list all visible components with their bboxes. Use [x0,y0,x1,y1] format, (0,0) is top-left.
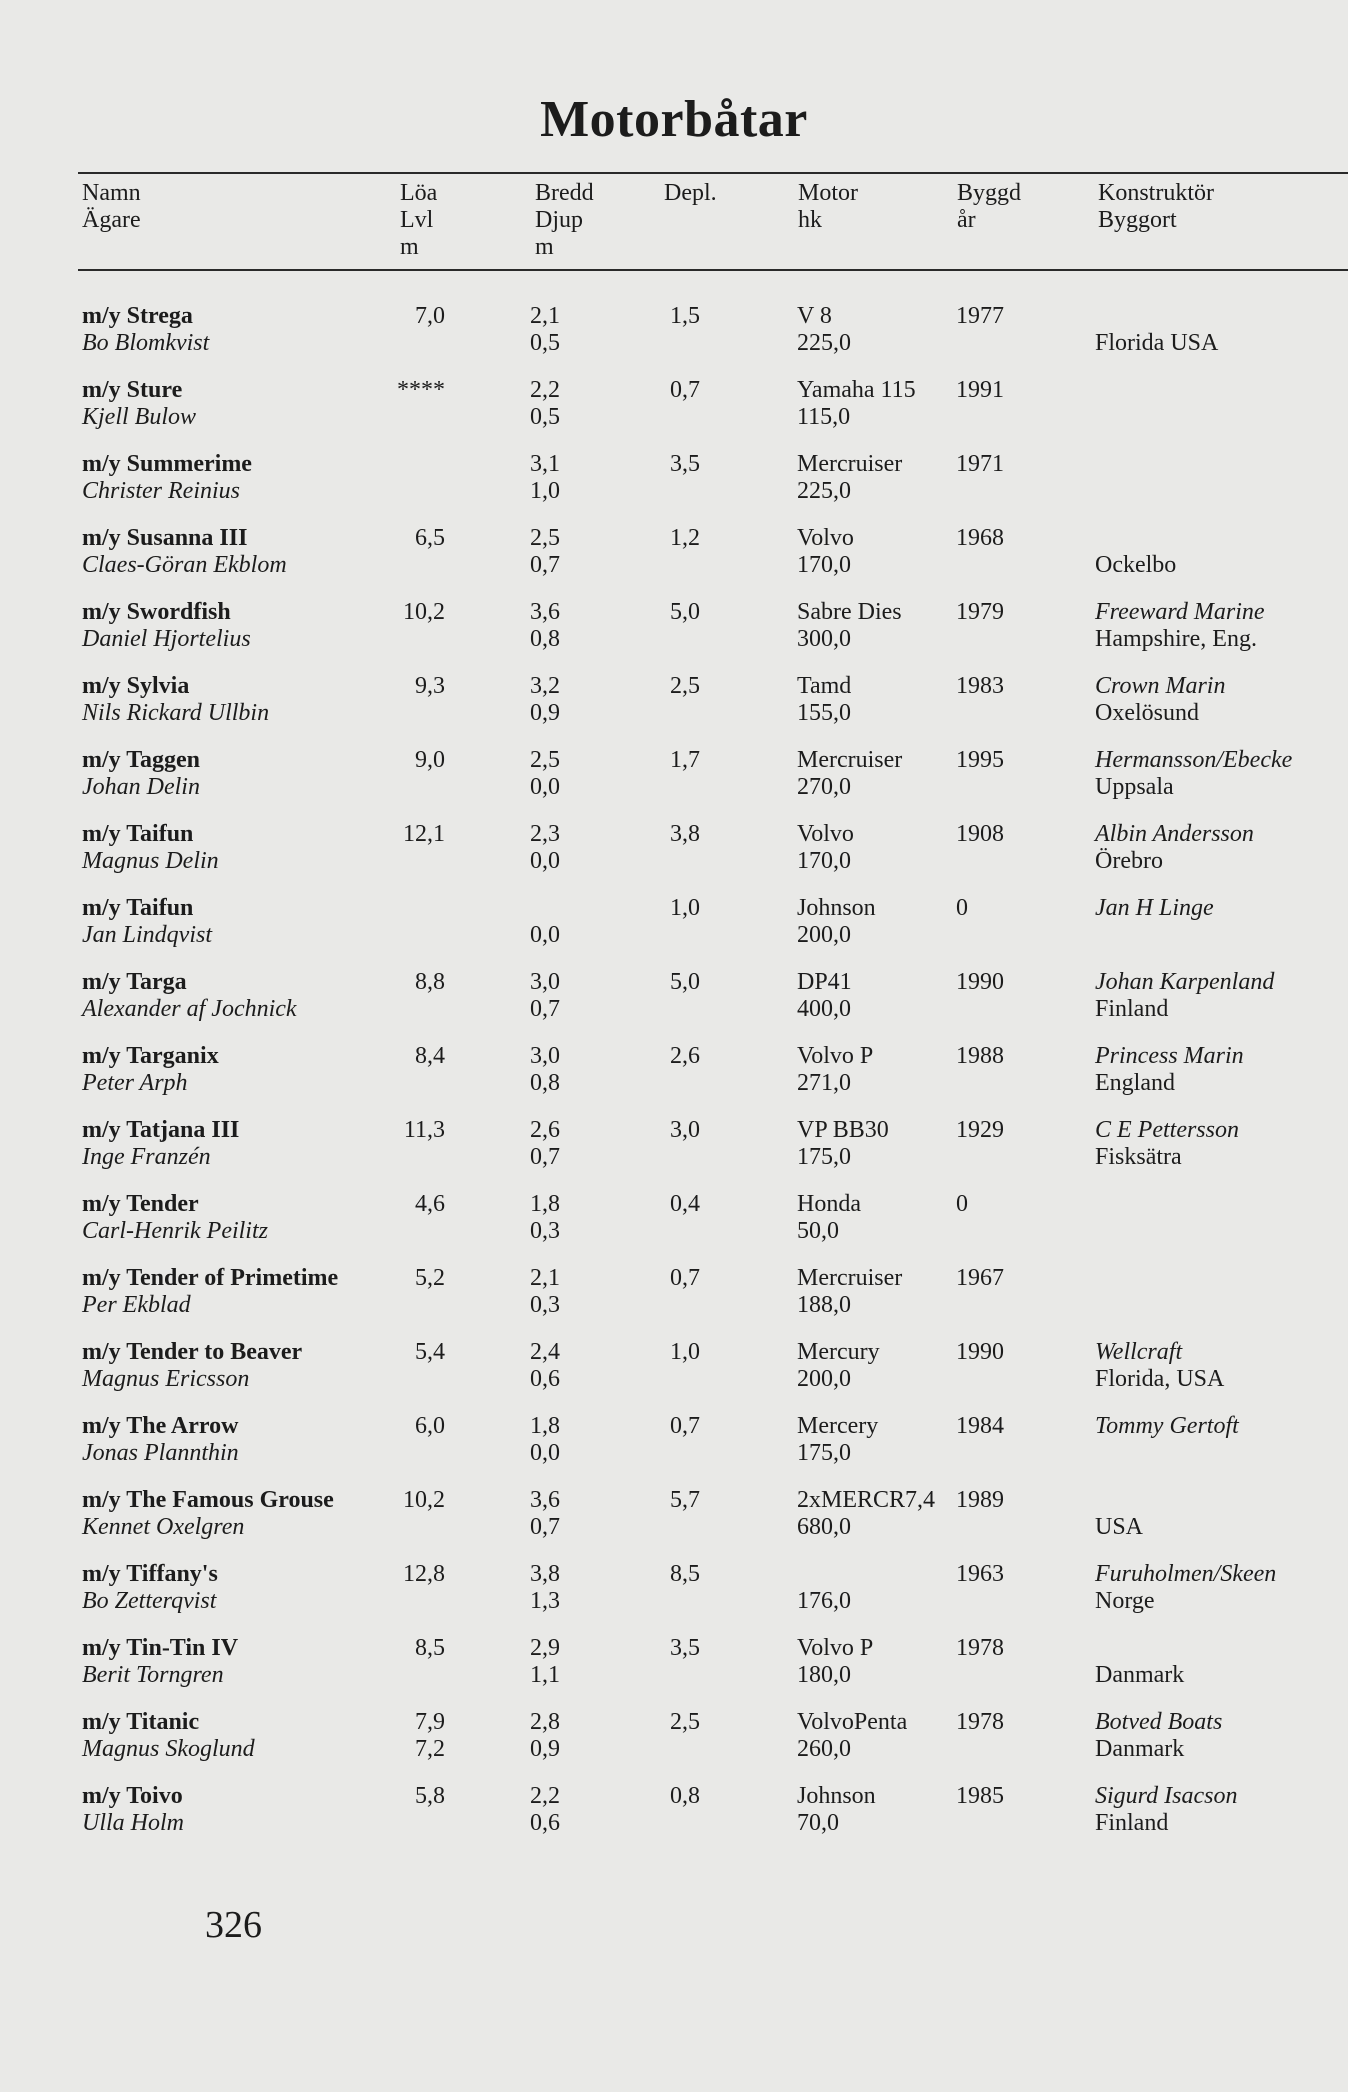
boat-name: m/y Targanix [82,1043,219,1069]
boat-konstruktor: Tommy Gertoft [1095,1413,1239,1439]
boat-year: 1990 [956,969,1004,995]
boat-lvl: 7,2 [415,1736,445,1762]
boat-depl: 3,5 [670,1635,700,1661]
boat-motor: Tamd [797,673,852,699]
boat-byggort: Danmark [1095,1662,1185,1688]
boat-year: 1984 [956,1413,1004,1439]
boat-konstruktor: Albin Andersson [1095,821,1254,847]
boat-hk: 115,0 [797,404,851,430]
boat-loa: 6,5 [415,525,445,551]
boat-loa: 4,6 [415,1191,445,1217]
boat-loa: 5,4 [415,1339,445,1365]
boat-motor: Johnson [797,895,876,921]
header-namn-label: Namn [82,180,141,206]
boat-name: m/y Strega [82,303,193,329]
boat-owner: Nils Rickard Ullbin [82,700,270,726]
header-agare-label: Ägare [82,207,141,233]
boat-hk: 271,0 [797,1070,851,1096]
boat-name: m/y Titanic [82,1709,200,1735]
boat-motor: DP41 [797,969,852,995]
boat-bredd: 2,2 [530,377,560,403]
boat-loa: 10,2 [403,599,445,625]
boat-byggort: Finland [1095,996,1169,1022]
boat-djup: 1,0 [530,478,560,504]
boat-depl: 5,0 [670,969,700,995]
boat-motor: VP BB30 [797,1117,889,1143]
boat-byggort: Örebro [1095,848,1163,874]
boat-loa: 5,8 [415,1783,445,1809]
boat-loa: **** [397,377,445,403]
boat-motor: Volvo P [797,1635,874,1661]
boat-owner: Johan Delin [82,774,200,800]
boat-name: m/y Targa [82,969,187,995]
boat-owner: Kjell Bulow [82,404,196,430]
boat-loa: 7,9 [415,1709,445,1735]
boat-owner: Berit Torngren [82,1662,224,1688]
boat-name: m/y The Arrow [82,1413,239,1439]
boat-hk: 260,0 [797,1736,851,1762]
boat-year: 1978 [956,1635,1004,1661]
boat-motor: Honda [797,1191,861,1217]
boat-konstruktor: Freeward Marine [1095,599,1265,625]
boat-loa: 11,3 [403,1117,445,1143]
boat-bredd: 2,3 [530,821,560,847]
boat-depl: 3,0 [670,1117,700,1143]
boat-depl: 2,5 [670,673,700,699]
boat-year: 1990 [956,1339,1004,1365]
header-djup-label: Djup [535,207,583,233]
boat-name: m/y Tiffany's [82,1561,218,1587]
boat-owner: Alexander af Jochnick [82,996,297,1022]
boat-djup: 0,8 [530,1070,560,1096]
boat-djup: 0,6 [530,1366,560,1392]
boat-hk: 270,0 [797,774,851,800]
boat-bredd: 3,6 [530,1487,560,1513]
boat-name: m/y Sylvia [82,673,190,699]
boat-djup: 0,7 [530,996,560,1022]
boat-motor: Volvo [797,821,854,847]
boat-konstruktor: Furuholmen/Skeen [1095,1561,1277,1587]
boat-hk: 170,0 [797,552,851,578]
boat-bredd: 1,8 [530,1413,560,1439]
boat-loa: 7,0 [415,303,445,329]
header-bredd-label: Bredd [535,180,594,206]
boat-depl: 3,8 [670,821,700,847]
boat-year: 1971 [956,451,1004,477]
header-top-rule [78,172,1348,174]
header-konstruktor [1098,180,1214,234]
boat-konstruktor: Crown Marin [1095,673,1226,699]
boat-motor: Mercruiser [797,747,903,773]
boat-djup: 0,0 [530,774,560,800]
header-ar-label: år [957,207,976,233]
boat-name: m/y Taifun [82,895,194,921]
boat-konstruktor: Johan Karpenland [1095,969,1275,995]
boat-hk: 70,0 [797,1810,839,1836]
boat-year: 1967 [956,1265,1004,1291]
header-bredd-unit: m [535,234,554,260]
boat-djup: 0,8 [530,626,560,652]
header-depl-label: Depl. [664,180,717,206]
boat-depl: 1,2 [670,525,700,551]
boat-bredd: 1,8 [530,1191,560,1217]
boat-name: m/y Tender of Primetime [82,1265,339,1291]
page-title: Motorbåtar [540,91,808,148]
boat-name: m/y Sture [82,377,183,403]
boat-motor: Mercruiser [797,451,903,477]
boat-bredd: 2,9 [530,1635,560,1661]
boat-byggort: Uppsala [1095,774,1174,800]
boat-konstruktor: Hermansson/Ebecke [1095,747,1293,773]
boat-loa: 10,2 [403,1487,445,1513]
boat-name: m/y Swordfish [82,599,231,625]
boat-djup: 0,7 [530,552,560,578]
boat-byggort: Oxelösund [1095,700,1199,726]
boat-hk: 225,0 [797,330,851,356]
boat-konstruktor: Botved Boats [1095,1709,1223,1735]
boat-year: 1963 [956,1561,1004,1587]
header-lvl-label: Lvl [400,207,434,233]
boat-owner: Daniel Hjortelius [82,626,251,652]
boat-hk: 155,0 [797,700,851,726]
header-hk-label: hk [798,207,822,233]
header-byggd [957,180,1021,234]
boat-depl: 8,5 [670,1561,700,1587]
boat-depl: 1,5 [670,303,700,329]
boat-djup: 0,6 [530,1810,560,1836]
boat-loa: 8,4 [415,1043,445,1069]
boat-bredd: 3,8 [530,1561,560,1587]
boat-byggort: Norge [1095,1588,1155,1614]
boat-hk: 225,0 [797,478,851,504]
boat-depl: 2,6 [670,1043,700,1069]
boat-name: m/y Tin-Tin IV [82,1635,239,1661]
header-loa-label: Löa [400,180,438,206]
boat-hk: 170,0 [797,848,851,874]
boat-year: 1968 [956,525,1004,551]
boat-owner: Christer Reinius [82,478,241,504]
boat-owner: Ulla Holm [82,1810,184,1836]
header-konstruktor-label: Konstruktör [1098,180,1214,206]
boat-name: m/y Tender [82,1191,199,1217]
boat-owner: Jonas Plannthin [82,1440,239,1466]
boat-bredd: 2,5 [530,525,560,551]
boat-depl: 1,7 [670,747,700,773]
boat-konstruktor: Princess Marin [1095,1043,1244,1069]
boat-byggort: Florida, USA [1095,1366,1225,1392]
boat-bredd: 2,4 [530,1339,560,1365]
boat-bredd: 3,0 [530,1043,560,1069]
boat-year: 1983 [956,673,1004,699]
boat-bredd: 2,5 [530,747,560,773]
boat-bredd: 2,1 [530,1265,560,1291]
boat-year: 1977 [956,303,1004,329]
boat-hk: 176,0 [797,1588,851,1614]
boat-bredd: 2,2 [530,1783,560,1809]
boat-djup: 0,3 [530,1292,560,1318]
boat-owner: Claes-Göran Ekblom [82,552,287,578]
boat-owner: Carl-Henrik Peilitz [82,1218,268,1244]
boat-owner: Jan Lindqvist [82,922,212,948]
header-byggort-label: Byggort [1098,207,1177,233]
boat-byggort: USA [1095,1514,1144,1540]
boat-motor: 2xMERCR7,4 [797,1487,936,1513]
boat-year: 1908 [956,821,1004,847]
boat-year: 1988 [956,1043,1004,1069]
boat-djup: 0,9 [530,700,560,726]
boat-byggort: England [1095,1070,1175,1096]
boat-djup: 1,1 [530,1662,560,1688]
boat-owner: Magnus Skoglund [82,1736,255,1762]
boat-bredd: 3,6 [530,599,560,625]
boat-bredd: 3,1 [530,451,560,477]
boat-year: 1991 [956,377,1004,403]
boat-djup: 0,5 [530,330,560,356]
header-bottom-rule [78,269,1348,271]
boat-name: m/y Tatjana III [82,1117,240,1143]
boat-hk: 175,0 [797,1144,851,1170]
boat-djup: 0,0 [530,1440,560,1466]
boat-owner: Kennet Oxelgren [82,1514,245,1540]
boat-hk: 180,0 [797,1662,851,1688]
header-byggd-label: Byggd [957,180,1022,206]
boat-konstruktor: C E Pettersson [1095,1117,1239,1143]
boat-byggort: Hampshire, Eng. [1095,626,1257,652]
boat-bredd: 2,1 [530,303,560,329]
boat-bredd: 2,8 [530,1709,560,1735]
boat-motor: Volvo [797,525,854,551]
boat-loa: 5,2 [415,1265,445,1291]
boat-motor: Mercery [797,1413,879,1439]
boat-name: m/y The Famous Grouse [82,1487,334,1513]
boat-konstruktor: Sigurd Isacson [1095,1783,1238,1809]
boat-owner: Magnus Delin [82,848,219,874]
boat-loa: 12,8 [403,1561,445,1587]
page-number: 326 [205,1904,262,1946]
boat-hk: 200,0 [797,922,851,948]
boat-depl: 5,0 [670,599,700,625]
boat-hk: 50,0 [797,1218,839,1244]
boat-year: 1929 [956,1117,1004,1143]
header-loa-unit: m [400,234,419,260]
boat-loa: 9,0 [415,747,445,773]
boat-djup: 0,3 [530,1218,560,1244]
boat-motor: Volvo P [797,1043,874,1069]
header-namn [82,180,141,234]
boat-depl: 0,4 [670,1191,700,1217]
boat-year: 1979 [956,599,1004,625]
boat-hk: 400,0 [797,996,851,1022]
boat-loa: 8,5 [415,1635,445,1661]
boat-depl: 1,0 [670,1339,700,1365]
boat-loa: 9,3 [415,673,445,699]
boat-djup: 0,0 [530,848,560,874]
boat-depl: 0,7 [670,1413,700,1439]
boat-hk: 680,0 [797,1514,851,1540]
boat-owner: Inge Franzén [82,1144,211,1170]
boat-byggort: Danmark [1095,1736,1185,1762]
header-depl [664,180,717,207]
boat-hk: 188,0 [797,1292,851,1318]
boat-bredd: 3,2 [530,673,560,699]
header-motor [798,180,858,234]
boat-name: m/y Taggen [82,747,201,773]
boat-byggort: Ockelbo [1095,552,1177,578]
boat-bredd: 3,0 [530,969,560,995]
boat-hk: 300,0 [797,626,851,652]
boat-year: 0 [956,895,968,921]
boat-loa: 8,8 [415,969,445,995]
boat-depl: 3,5 [670,451,700,477]
boat-motor: V 8 [797,303,832,329]
boat-motor: Sabre Dies [797,599,902,625]
boat-owner: Peter Arph [82,1070,188,1096]
boat-hk: 200,0 [797,1366,851,1392]
header-loa [400,180,437,261]
boat-name: m/y Toivo [82,1783,183,1809]
boat-depl: 5,7 [670,1487,700,1513]
boat-djup: 0,0 [530,922,560,948]
boat-konstruktor: Jan H Linge [1095,895,1214,921]
boat-depl: 0,7 [670,377,700,403]
boat-year: 1995 [956,747,1004,773]
header-bredd [535,180,594,261]
boat-depl: 0,8 [670,1783,700,1809]
boat-djup: 0,9 [530,1736,560,1762]
boat-djup: 0,5 [530,404,560,430]
boat-motor: Mercury [797,1339,880,1365]
boat-owner: Magnus Ericsson [82,1366,250,1392]
boat-owner: Per Ekblad [82,1292,191,1318]
boat-name: m/y Tender to Beaver [82,1339,303,1365]
boat-name: m/y Summerime [82,451,252,477]
boat-name: m/y Susanna III [82,525,248,551]
boat-year: 1978 [956,1709,1004,1735]
boat-djup: 0,7 [530,1144,560,1170]
boat-motor: Mercruiser [797,1265,903,1291]
boat-year: 0 [956,1191,968,1217]
boat-owner: Bo Zetterqvist [82,1588,217,1614]
boat-djup: 1,3 [530,1588,560,1614]
boat-djup: 0,7 [530,1514,560,1540]
boat-motor: VolvoPenta [797,1709,908,1735]
boat-loa: 12,1 [403,821,445,847]
boat-year: 1989 [956,1487,1004,1513]
boat-name: m/y Taifun [82,821,194,847]
boat-year: 1985 [956,1783,1004,1809]
boat-motor: Yamaha 115 [797,377,916,403]
boat-loa: 6,0 [415,1413,445,1439]
boat-byggort: Florida USA [1095,330,1219,356]
boat-depl: 2,5 [670,1709,700,1735]
boat-byggort: Fisksätra [1095,1144,1182,1170]
boat-owner: Bo Blomkvist [82,330,210,356]
boat-konstruktor: Wellcraft [1095,1339,1183,1365]
boat-motor: Johnson [797,1783,876,1809]
boat-depl: 1,0 [670,895,700,921]
header-motor-label: Motor [798,180,858,206]
boat-depl: 0,7 [670,1265,700,1291]
boat-hk: 175,0 [797,1440,851,1466]
boat-bredd: 2,6 [530,1117,560,1143]
boat-byggort: Finland [1095,1810,1169,1836]
